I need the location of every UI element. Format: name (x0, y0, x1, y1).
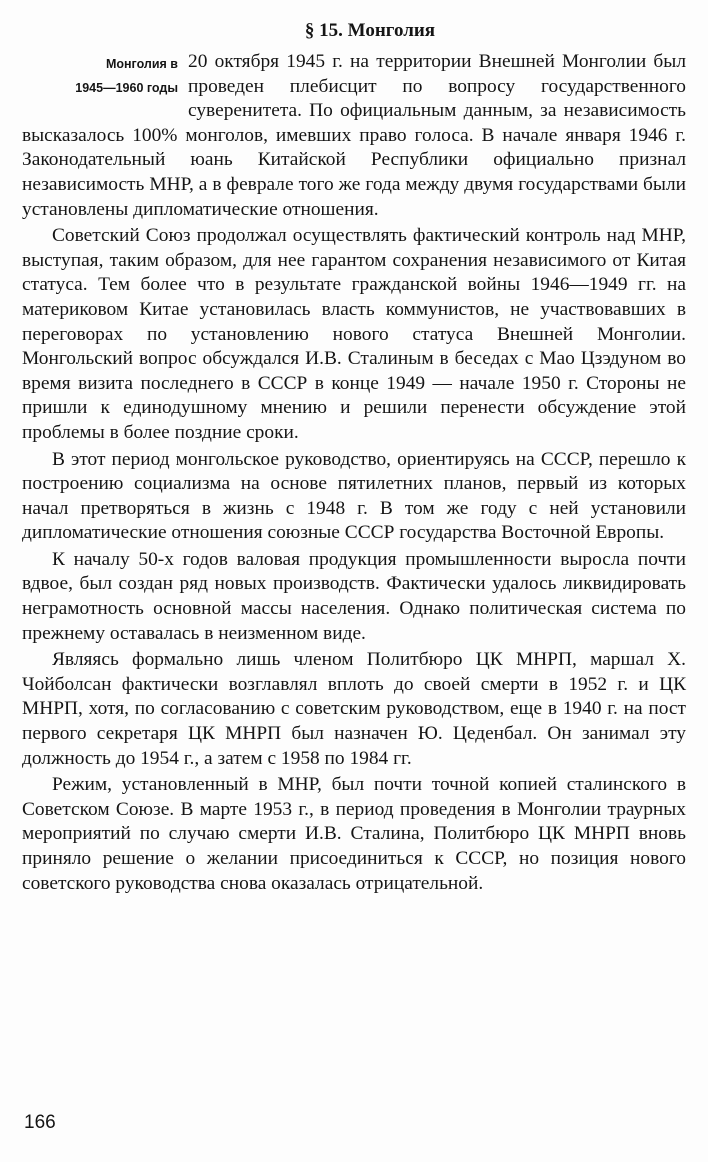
paragraph: В этот период монгольское руководство, ориентируясь на СССР, перешло к построению социализма на основе пятилетних планов, первый из которых начал претворяться в жизнь с 1948 г. В том же году с ней установили дипломатические отношения союзные СССР государства Восточной Европы. (22, 448, 686, 544)
margin-note (28, 52, 178, 100)
margin-note-line2: 1945—1960 годы (75, 81, 178, 95)
paragraph: Режим, установленный в МНР, был почти точной копией сталинского в Советском Союзе. В марте 1953 г., в период проведения в Монголии траурных мероприятий по случаю смерти И.В. Сталина, Политбюро ЦК МНРП вновь приняло решение о желании присоединиться к СССР, но позиция нового советского руководства снова оказалась отрицательной. (22, 774, 686, 894)
paragraph: 20 октября 1945 г. на территории Внешней Монголии был проведен плебисцит по вопросу государственного суверенитета. По официальным данным, за независимость высказалось 100% монголов, имевших право голоса. В начале января 1946 г. Законодательный юань Китайской Республики официально признал независимость МНР, а в феврале того же года между двумя государствами были установлены дипломатические отношения. (22, 51, 686, 220)
page-number: 166 (24, 1112, 56, 1133)
margin-note-line1: Монголия в (105, 57, 178, 71)
paragraph: Являясь формально лишь членом Политбюро ЦК МНРП, маршал Х. Чойболсан фактически возглавлял вплоть до своей смерти в 1952 г. и ЦК МНРП, хотя, по согласованию с советским руководством, еще в 1940 г. на пост первого секретаря ЦК МНРП был назначен Ю. Цеденбал. Он занимал эту должность до 1954 г., а затем с 1958 по 1984 гг. (22, 649, 686, 769)
paragraph: Советский Союз продолжал осуществлять фактический контроль над МНР, выступая, таким образом, для нее гарантом сохранения независимого от Китая статуса. Тем более что в результате гражданской войны 1946—1949 гг. на материковом Китае установилась власть коммунистов, не участвовавших в переговорах по установлению нового статуса Внешней Монголии. Монгольский вопрос обсуждался И.В. Сталиным в беседах с Мао Цзэдуном во время визита последнего в СССР в конце 1949 — начале 1950 г. Стороны не пришли к единодушному мнению и решили перенести обсуждение этой проблемы в более поздние сроки. (22, 225, 686, 443)
paragraph: К началу 50-х годов валовая продукция промышленности выросла почти вдвое, был создан ряд новых производств. Фактически удалось ликвидировать неграмотность основной массы населения. Однако политическая система по прежнему оставалась в неизменном виде. (22, 548, 686, 644)
body-text (22, 50, 686, 896)
section-title: § 15. Монголия (304, 20, 436, 41)
